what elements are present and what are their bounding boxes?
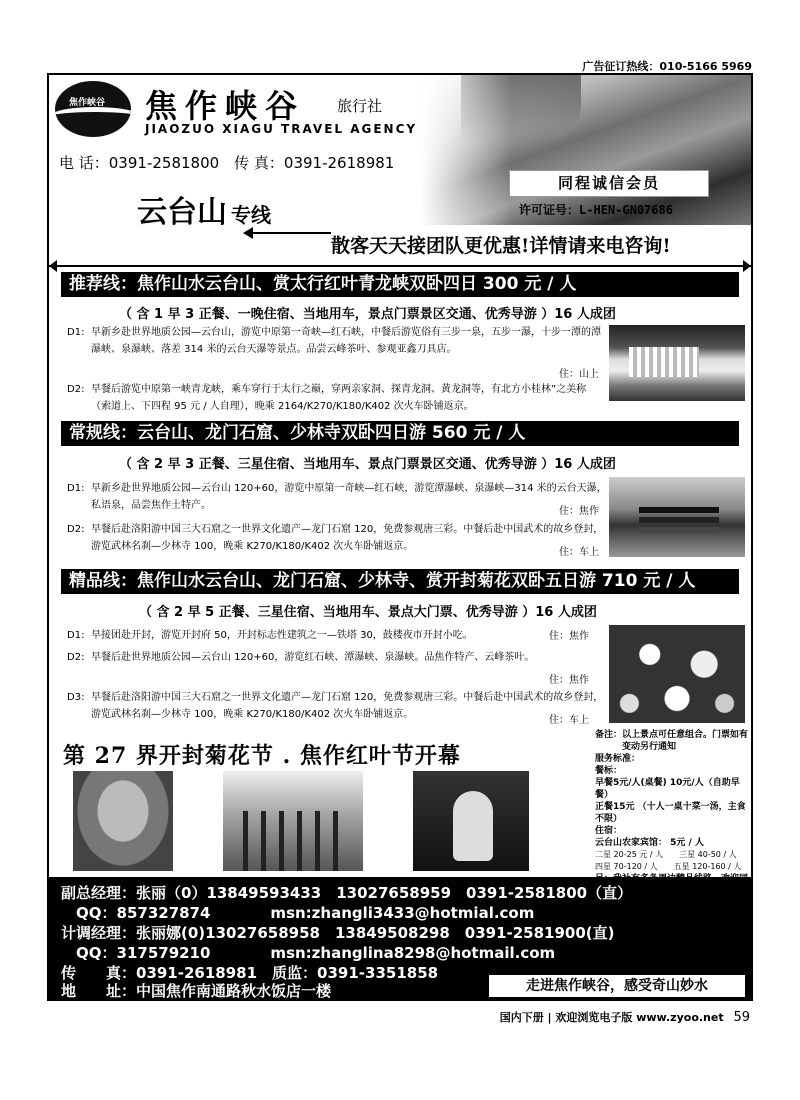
note-line: 备注：以上景点可任意组合。门票如有: [595, 730, 749, 740]
route-banner-recommended: 推荐线：焦作山水云台山、赏太行红叶青龙峡双卧四日 300 元 / 人: [61, 272, 739, 297]
day-accommodation: 住：焦作: [559, 506, 599, 517]
route-inclusions: （ 含 1 早 3 正餐、一晚住宿、当地用车，景点门票景区交通、优秀导游 ）16 人成团: [119, 307, 616, 322]
yuntai-title: 云台山: [137, 195, 227, 230]
page-footer: [500, 1009, 750, 1025]
note-line: 服务标准：: [595, 754, 641, 764]
contact-line: 传 真：0391-2618981 质监：0391-3351858: [61, 964, 439, 982]
note-line: 四星 70-120 / 人 五星 120-160 / 人: [595, 862, 742, 871]
day-accommodation: 住：焦作: [549, 675, 589, 686]
contact-line: 地 址：中国焦作南通路秋水饭店一楼: [61, 982, 332, 1000]
arrow-left-icon: [245, 232, 331, 234]
day-accommodation: 住：山上: [559, 369, 599, 380]
agency-suffix: 旅行社: [337, 97, 383, 115]
agency-tagline: 走进焦作峡谷，感受奇山妙水: [489, 975, 745, 997]
license-label: 许可证号：: [519, 203, 580, 217]
agency-phone-fax: 电 话：0391-2581800 传 真：0391-2618981: [59, 154, 395, 172]
agency-logo: [55, 81, 131, 137]
ad-frame: [47, 73, 753, 1001]
note-line: 住宿：: [595, 826, 623, 836]
page-number: 59: [733, 1010, 750, 1025]
festival-headline: 第 27 界开封菊花节 . 焦作红叶节开幕: [63, 743, 461, 769]
day-label: D1:: [67, 483, 85, 494]
yuntai-title-small: 专线: [231, 203, 271, 227]
license-value: L-HEN-GN07686: [579, 203, 673, 217]
chrysanthemum-photo: [609, 625, 745, 723]
route-inclusions: （ 含 2 早 3 正餐、三星住宿、当地用车、景点门票景区交通、优秀导游 ）16 人成团: [119, 457, 616, 472]
note-line: 餐标：: [595, 766, 623, 776]
agency-name: 焦作峡谷: [145, 87, 306, 125]
itinerary-day: [67, 480, 607, 514]
day-label: D1:: [67, 327, 85, 338]
buddha-statue-photo: [73, 771, 173, 871]
license-number: [519, 201, 673, 218]
route-banner-regular: 常规线：云台山、龙门石窟、少林寺双卧四日游 560 元 / 人: [61, 421, 739, 446]
day-text: 早餐后赴洛阳游中国三大石窟之一世界文化遗产—龙门石窟 120，免费参观唐三彩。中餐后赴中国武术的故乡登封，游览武林名刹—少林寺 100，晚乘 K270/K180/K402 次火车卧铺返京。: [91, 524, 604, 552]
ad-hotline: 广告征订热线：010-5166 5969: [582, 60, 752, 73]
member-badge: 同程诚信会员: [509, 170, 709, 197]
itinerary-day: [67, 689, 607, 723]
double-arrow-divider: [49, 265, 751, 267]
temple-photo: [609, 477, 745, 557]
contact-line: 副总经理：张丽（0）13849593433 13027658959 0391-2581800（直）: [61, 884, 633, 902]
itinerary-day: [67, 521, 607, 555]
day-text: 早新乡赴世界地质公园—云台山，游览中原第一奇峡—红石峡，中餐后游览俗有三步一泉，五步一瀑，十步一潭的潭瀑峡、泉瀑峡、落差 314 米的云台天瀑等景点。品尝云峰茶叶、参观亚鑫刀具店。: [91, 327, 601, 355]
slogan: 散客天天接团队更优惠!详情请来电咨询!: [331, 235, 671, 257]
itinerary-day: [67, 381, 607, 415]
day-text: 早餐后赴世界地质公园—云台山 120+60，游览红石峡、潭瀑峡、泉瀑峡。品焦作特产、云峰茶叶。: [91, 652, 535, 663]
waterfall-photo: [609, 325, 745, 401]
day-accommodation: 住：车上: [549, 715, 589, 726]
route-banner-premium: 精品线：焦作山水云台山、龙门石窟、少林寺、赏开封菊花双卧五日游 710 元 / 人: [61, 569, 739, 594]
day-accommodation: 住：车上: [559, 547, 599, 558]
kungfu-poles-photo: [223, 771, 363, 871]
itinerary-day: [67, 649, 607, 666]
contact-line: QQ：317579210 msn:zhanglina8298@hotmail.com: [61, 944, 556, 962]
note-line: 正餐15元 （十人一桌十菜一汤，主食不限）: [595, 802, 746, 824]
logo-swoosh-icon: [55, 107, 131, 127]
itinerary-day: [67, 627, 607, 644]
note-line: 早餐5元/人(桌餐) 10元/人（自助早餐）: [595, 778, 740, 800]
kungfu-monk-photo: [413, 771, 529, 871]
day-text: 早新乡赴世界地质公园—云台山 120+60，游览中原第一奇峡—红石峡，游览潭瀑峡、泉瀑峡—314 米的云台天瀑，私语泉，品尝焦作土特产。: [91, 483, 607, 511]
day-label: D2:: [67, 384, 85, 395]
day-accommodation: 住：焦作: [549, 631, 589, 642]
footer-site-text: 国内下册 | 欢迎浏览电子版 www.zyoo.net: [499, 1011, 724, 1024]
route-inclusions: （ 含 2 早 5 正餐、三星住宿、当地用车、景点大门票、优秀导游 ）16 人成团: [139, 605, 597, 620]
agency-header: [49, 75, 751, 265]
yuntai-line-title: [137, 187, 271, 231]
day-label: D3:: [67, 692, 85, 703]
contact-line: 计调经理：张丽娜(0)13027658958 13849508298 0391-2581900(直): [61, 924, 615, 942]
day-label: D1:: [67, 630, 85, 641]
note-line: 云台山农家宾馆： 5元 / 人: [595, 838, 704, 848]
day-label: D2:: [67, 524, 85, 535]
agency-name-en: JIAOZUO XIAGU TRAVEL AGENCY: [145, 122, 418, 136]
itinerary-day: [67, 324, 607, 358]
contact-line: QQ：857327874 msn:zhangli3433@hotmial.com: [61, 904, 535, 922]
day-label: D2:: [67, 652, 85, 663]
day-text: 早餐后游览中原第一峡青龙峡，乘车穿行于太行之巅，穿两亲家洞、探青龙洞、黄龙洞等，有北方小桂林”之美称 （索道上、下四程 95 元 / 人自理），晚乘 2164/K270/K180/K402 次火车卧铺返京。: [91, 384, 587, 412]
note-line: 二星 20-25 元 / 人 三星 40-50 / 人: [595, 850, 737, 859]
day-text: 早餐后赴洛阳游中国三大石窟之一世界文化遗产—龙门石窟 120，免费参观唐三彩。中餐后赴中国武术的故乡登封，游览武林名刹—少林寺 100，晚乘 K270/K180/K402 次火车卧铺返京。: [91, 692, 604, 720]
day-text: 早接团赴开封，游览开封府 50，开封标志性建筑之一—铁塔 30，鼓楼夜市开封小吃。: [91, 630, 473, 641]
note-line: 变动另行通知: [595, 742, 677, 752]
logo-text: 焦作峡谷: [69, 98, 106, 108]
contact-footer: [49, 877, 751, 999]
